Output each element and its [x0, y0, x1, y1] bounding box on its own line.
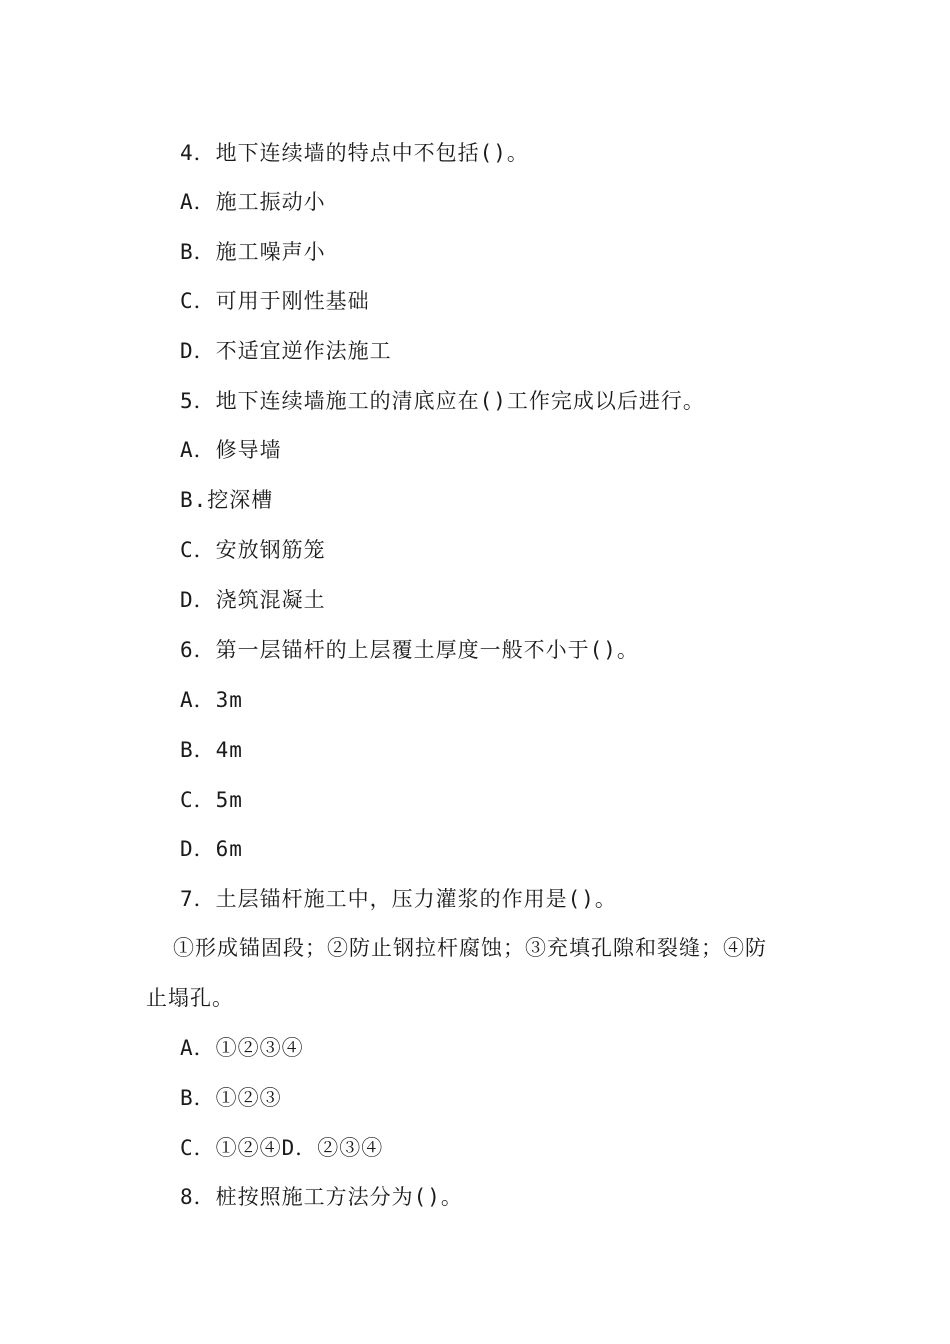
q6-option-b: B．4m: [180, 738, 243, 762]
question-5: 5．地下连续墙施工的清底应在()工作完成以后进行。: [180, 389, 705, 413]
q6-option-d: D．6m: [180, 837, 243, 861]
q6-option-a: A．3m: [180, 688, 243, 712]
question-7: 7．土层锚杆施工中，压力灌浆的作用是()。: [180, 887, 617, 911]
question-6: 6．第一层锚杆的上层覆土厚度一般不小于()。: [180, 638, 639, 662]
q7-statements: ①形成锚固段；②防止钢拉杆腐蚀；③充填孔隙和裂缝；④防: [173, 936, 767, 960]
q4-option-b: B．施工噪声小: [180, 240, 326, 264]
q5-option-b: B.挖深槽: [180, 488, 274, 512]
q5-option-d: D．浇筑混凝土: [180, 588, 326, 612]
q4-option-a: A．施工振动小: [180, 190, 326, 214]
q7-option-b: B．①②③: [180, 1086, 282, 1110]
q7-statements-continued: 止塌孔。: [146, 986, 234, 1010]
q5-option-c: C．安放钢筋笼: [180, 538, 326, 562]
q7-option-c-d: C．①②④D．②③④: [180, 1136, 384, 1160]
question-8: 8．桩按照施工方法分为()。: [180, 1185, 463, 1209]
q4-option-c: C．可用于刚性基础: [180, 289, 370, 313]
q5-option-a: A．修导墙: [180, 438, 282, 462]
question-4: 4．地下连续墙的特点中不包括()。: [180, 141, 529, 165]
q4-option-d: D．不适宜逆作法施工: [180, 339, 392, 363]
q6-option-c: C．5m: [180, 788, 243, 812]
q7-option-a: A．①②③④: [180, 1036, 304, 1060]
